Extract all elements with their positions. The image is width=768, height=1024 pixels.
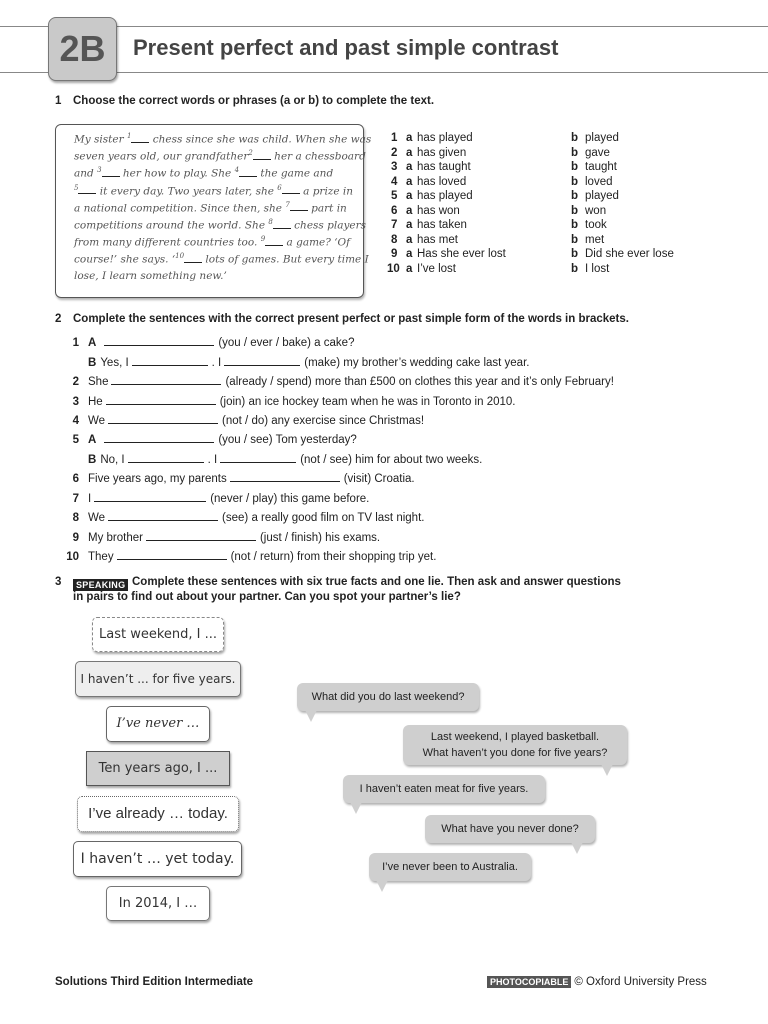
option-a-label: a xyxy=(406,204,413,217)
option-a-label: a xyxy=(406,233,413,246)
exercise-2-line xyxy=(55,471,418,485)
speech-bubble-tail xyxy=(305,710,317,722)
sentence-text: They xyxy=(88,551,114,563)
page-title: Present perfect and past simple contrast xyxy=(133,35,559,60)
option-a-text: has loved xyxy=(417,175,467,188)
photocopiable-badge: PHOTOCOPIABLE xyxy=(487,976,571,988)
option-a-text: has taught xyxy=(417,161,471,173)
option-a-text: Has she ever lost xyxy=(417,248,506,260)
option-a-text: I’ve lost xyxy=(417,262,456,275)
prompt-card-already-today: I’ve already … today. xyxy=(77,796,239,832)
sentence-text: We xyxy=(88,415,106,427)
prompt-card-in-2014: In 2014, I … xyxy=(106,886,210,921)
sentence-text: No, I xyxy=(100,454,125,466)
option-b-label: b xyxy=(571,132,579,144)
option-a-label: a xyxy=(406,146,413,159)
option-number: 3 xyxy=(391,161,398,173)
footer-publisher: © Oxford University Press xyxy=(574,976,707,988)
option-number: 2 xyxy=(391,146,398,159)
exercise-2-line xyxy=(55,374,617,388)
answer-blank xyxy=(104,335,214,346)
exercise-2-line xyxy=(55,549,439,563)
sentence-text: (not / do) any exercise since Christmas! xyxy=(222,415,425,427)
exercise-2-line xyxy=(55,530,383,544)
sentence-text: Yes, I xyxy=(100,357,129,369)
answer-blank xyxy=(132,355,208,366)
gap-number: 5 xyxy=(74,183,79,192)
line-number: 6 xyxy=(72,473,79,485)
gap-blank xyxy=(239,176,257,177)
gap-number: 6 xyxy=(277,183,282,192)
exercise-1-number: 1 xyxy=(55,95,62,107)
option-a-label: a xyxy=(406,248,413,260)
option-a-text: has met xyxy=(417,233,458,246)
answer-blank xyxy=(94,491,206,502)
option-b-label: b xyxy=(571,204,579,217)
speech-bubble-a1-line2: What haven’t you done for five years? xyxy=(422,747,608,759)
exercise-2-line xyxy=(55,413,427,427)
line-number: 10 xyxy=(66,551,79,563)
speech-bubble-a3: I’ve never been to Australia. xyxy=(369,853,531,881)
exercise-2-line xyxy=(55,394,518,408)
speaking-badge: SPEAKING xyxy=(73,575,128,593)
sentence-text: She xyxy=(88,376,109,388)
answer-blank xyxy=(230,471,340,482)
option-a-label: a xyxy=(406,132,413,144)
text-line: course!’ she says. ‘$^{10}$ lots of games. But every time I xyxy=(74,252,369,266)
sentence-text: (not / see) him for about two weeks. xyxy=(300,454,483,466)
option-a-text: has given xyxy=(417,146,467,159)
text-line: from many different countries too. $^9$ a game? ‘Of xyxy=(74,235,351,249)
sentence-text: (see) a really good film on TV last night. xyxy=(222,512,425,524)
prompt-card-never: I’ve never … xyxy=(106,706,210,742)
line-number: 2 xyxy=(72,376,79,388)
option-number: 9 xyxy=(391,248,398,260)
option-b-label: b xyxy=(571,248,579,260)
sentence-text: My brother xyxy=(88,532,143,544)
option-a-label: a xyxy=(406,175,413,188)
option-b-text: met xyxy=(585,233,605,246)
footer-book-title: Solutions Third Edition Intermediate xyxy=(55,976,254,988)
exercise-3-number: 3 xyxy=(55,576,62,588)
gap-blank xyxy=(184,262,202,263)
exercise-2-line xyxy=(55,491,372,505)
sentence-text: (make) my brother’s wedding cake last year. xyxy=(304,357,530,369)
speech-bubble-tail xyxy=(601,764,613,776)
text-line: My sister $^1$ chess since she was child. When she was xyxy=(74,132,372,146)
speech-bubble-a1 xyxy=(403,725,627,765)
option-b-text: played xyxy=(585,132,619,144)
sentence-text: I xyxy=(88,493,92,505)
sentence-text: (just / finish) his exams. xyxy=(259,532,381,544)
prompt-card-ten-years-ago: Ten years ago, I ... xyxy=(86,751,230,786)
option-a-text: has played xyxy=(417,190,473,202)
line-number: 5 xyxy=(72,434,79,446)
option-a-text: has taken xyxy=(417,219,467,231)
answer-blank xyxy=(108,413,218,424)
sentence-text: (visit) Croatia. xyxy=(343,473,415,485)
gap-blank xyxy=(290,210,308,211)
answer-blank xyxy=(111,374,221,385)
exercise-2-number: 2 xyxy=(55,313,62,325)
gap-number: 8 xyxy=(268,218,273,226)
option-a-text: has played xyxy=(417,132,473,144)
answer-blank xyxy=(104,432,214,443)
speaker-label: A xyxy=(88,337,97,349)
sentence-text: (not / return) from their shopping trip yet. xyxy=(230,551,437,563)
gap-number: 2 xyxy=(248,149,253,158)
gap-number: 3 xyxy=(97,166,102,175)
answer-blank xyxy=(128,452,204,463)
speaker-label: B xyxy=(88,454,97,466)
option-b-label: b xyxy=(571,219,579,231)
speaker-label: B xyxy=(88,357,97,369)
option-number: 10 xyxy=(387,262,400,275)
unit-badge: 2B xyxy=(48,17,117,81)
speech-bubble-a2: I haven’t eaten meat for five years. xyxy=(343,775,545,803)
gap-number: 9 xyxy=(260,235,266,244)
sentence-text: . I xyxy=(211,357,222,369)
gap-blank xyxy=(78,193,96,194)
speech-bubble-tail xyxy=(350,802,362,814)
prompt-card-havent-five-years: I haven’t ... for five years. xyxy=(75,661,241,697)
sentence-text: We xyxy=(88,512,106,524)
gap-blank xyxy=(282,193,300,194)
line-number: 9 xyxy=(72,532,79,544)
option-a-label: a xyxy=(406,219,413,231)
answer-blank xyxy=(220,452,296,463)
option-b-label: b xyxy=(571,161,579,173)
sentence-text: (join) an ice hockey team when he was in Toronto in 2010. xyxy=(219,396,516,408)
exercise-2-line xyxy=(55,335,357,349)
gap-blank xyxy=(273,228,291,229)
option-b-label: b xyxy=(571,233,579,246)
speech-bubble-q1: What did you do last weekend? xyxy=(297,683,479,711)
option-b-label: b xyxy=(571,146,579,159)
option-b-text: taught xyxy=(585,161,617,173)
text-line: competitions around the world. She $^8$ chess players xyxy=(74,218,367,232)
prompt-card-last-weekend: Last weekend, I ... xyxy=(92,617,224,652)
sentence-text: (never / play) this game before. xyxy=(210,493,370,505)
option-a-label: a xyxy=(406,262,413,275)
option-b-text: loved xyxy=(585,175,613,188)
exercise-3-instruction-line2: in pairs to find out about your partner. Can you spot your partner’s lie? xyxy=(73,591,461,603)
gap-number: 10 xyxy=(175,252,185,261)
option-b-text: took xyxy=(585,219,607,231)
option-number: 8 xyxy=(391,233,398,246)
option-b-label: b xyxy=(571,175,579,188)
option-number: 6 xyxy=(391,204,398,217)
exercise-1-text-box xyxy=(55,124,372,298)
exercise-1-instruction: Choose the correct words or phrases (a or b) to complete the text. xyxy=(73,95,435,107)
option-a-text: has won xyxy=(417,204,460,217)
gap-number: 7 xyxy=(285,200,290,209)
answer-blank xyxy=(146,530,256,541)
line-number: 3 xyxy=(72,396,79,408)
option-number: 5 xyxy=(391,190,398,202)
text-line: and $^3$ her how to play. She $^4$ the game and xyxy=(74,166,334,180)
option-a-label: a xyxy=(406,190,413,202)
gap-blank xyxy=(131,142,149,143)
option-b-text: Did she ever lose xyxy=(585,248,674,260)
exercise-2-line xyxy=(55,432,360,446)
sentence-text: . I xyxy=(207,454,218,466)
sentence-text: (you / see) Tom yesterday? xyxy=(218,434,357,446)
option-number: 4 xyxy=(391,175,398,188)
option-b-text: won xyxy=(585,204,607,217)
exercise-2-line xyxy=(55,452,482,466)
sentence-text: (you / ever / bake) a cake? xyxy=(218,337,355,349)
text-line: lose, I learn something new.’ xyxy=(74,269,227,282)
option-b-label: b xyxy=(571,262,579,275)
speech-bubble-tail xyxy=(571,842,583,854)
gap-number: 4 xyxy=(234,166,240,175)
option-b-text: I lost xyxy=(585,262,610,275)
line-number: 1 xyxy=(72,337,79,349)
text-line: $^5$ it every day. Two years later, she $^6$ a prize in xyxy=(74,183,354,198)
option-b-label: b xyxy=(571,190,579,202)
line-number: 4 xyxy=(72,415,79,427)
speech-bubble-q3: What have you never done? xyxy=(425,815,595,843)
gap-blank xyxy=(253,159,271,160)
text-line: seven years old, our grandfather$^2$ her a chessboard xyxy=(74,149,366,163)
sentence-text: He xyxy=(88,396,103,408)
footer-copyright xyxy=(487,976,707,988)
prompt-card-havent-yet-today: I haven’t … yet today. xyxy=(73,841,242,877)
speaker-label: A xyxy=(88,434,97,446)
gap-blank xyxy=(102,176,120,177)
line-number: 8 xyxy=(72,512,79,524)
answer-blank xyxy=(117,549,227,560)
answer-blank xyxy=(224,355,300,366)
exercise-3-instruction-line1: Complete these sentences with six true facts and one lie. Then ask and answer questions xyxy=(132,576,621,588)
option-b-text: gave xyxy=(585,146,610,159)
option-number: 1 xyxy=(391,132,398,144)
exercise-2-line xyxy=(55,355,529,369)
answer-blank xyxy=(106,394,216,405)
line-number: 7 xyxy=(72,493,79,505)
speech-bubble-tail xyxy=(376,880,388,892)
option-number: 7 xyxy=(391,219,398,231)
gap-blank xyxy=(265,245,283,246)
exercise-2-line xyxy=(55,510,427,524)
sentence-text: Five years ago, my parents xyxy=(88,473,227,485)
speech-bubble-a1-line1: Last weekend, I played basketball. xyxy=(430,731,600,743)
sentence-text: (already / spend) more than £500 on clothes this year and it’s only February! xyxy=(225,376,614,388)
text-line: a national competition. Since then, she $^7$ part in xyxy=(74,200,347,215)
gap-number: 1 xyxy=(126,132,132,140)
option-a-label: a xyxy=(406,161,413,173)
option-b-text: played xyxy=(585,190,619,202)
answer-blank xyxy=(108,510,218,521)
exercise-2-instruction: Complete the sentences with the correct present perfect or past simple form of the words in brackets. xyxy=(73,313,629,325)
